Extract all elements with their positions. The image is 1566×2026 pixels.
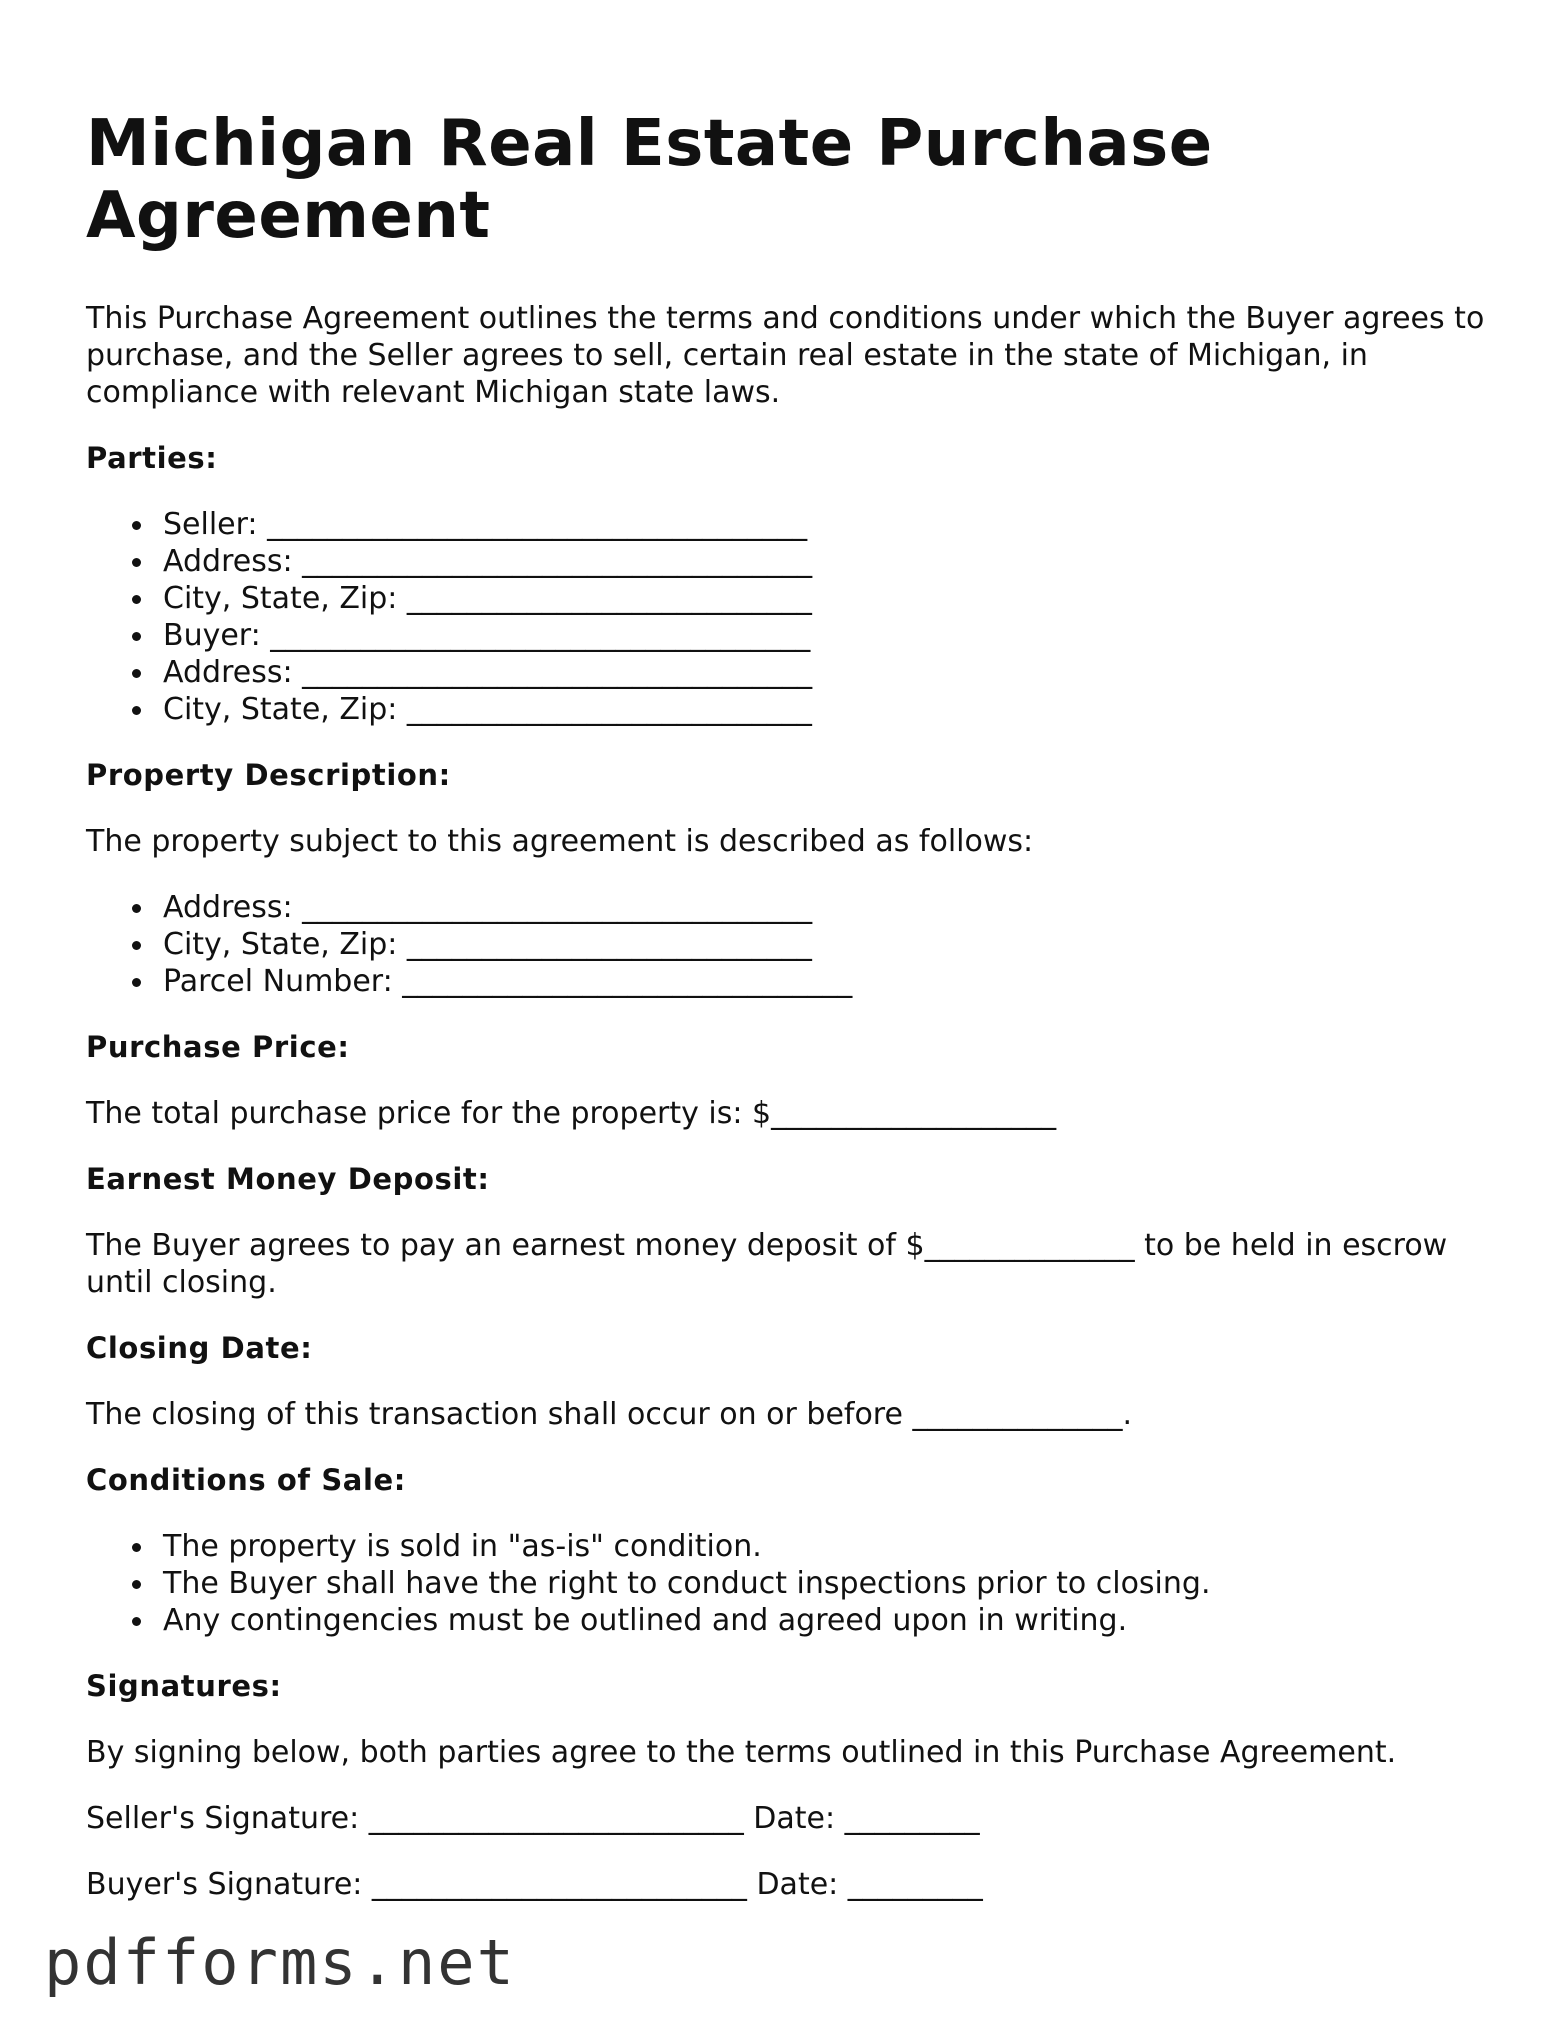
list-item: City, State, Zip: ___________________________ bbox=[163, 926, 1486, 963]
list-item: City, State, Zip: ___________________________ bbox=[163, 580, 1486, 617]
list-item: Parcel Number: ______________________________ bbox=[163, 963, 1486, 1000]
conditions-heading: Conditions of Sale: bbox=[86, 1463, 406, 1497]
signatures-heading: Signatures: bbox=[86, 1669, 282, 1703]
watermark: pdfforms.net bbox=[44, 1926, 516, 1999]
closing-paragraph: The closing of this transaction shall occur on or before ______________. bbox=[86, 1397, 1133, 1432]
price-paragraph: The total purchase price for the property is: $___________________ bbox=[86, 1096, 1057, 1131]
list-item: Address: __________________________________ bbox=[163, 654, 1486, 691]
document-page bbox=[86, 0, 1486, 1903]
list-item: The Buyer shall have the right to conduct inspections prior to closing. bbox=[163, 1565, 1486, 1602]
intro-paragraph: This Purchase Agreement outlines the terms and conditions under which the Buyer agrees to purchase, and the Seller agrees to sell, certain real estate in the state of Michigan, in compliance with relevant Michigan state laws. bbox=[86, 301, 1485, 410]
conditions-list bbox=[86, 1528, 1486, 1639]
list-item: Any contingencies must be outlined and agreed upon in writing. bbox=[163, 1602, 1486, 1639]
list-item: Address: __________________________________ bbox=[163, 543, 1486, 580]
earnest-heading: Earnest Money Deposit: bbox=[86, 1162, 490, 1196]
parties-heading: Parties: bbox=[86, 441, 218, 475]
buyer-signature-line: Buyer's Signature: _________________________ Date: _________ bbox=[86, 1867, 983, 1902]
list-item: Seller: ____________________________________ bbox=[163, 506, 1486, 543]
signatures-paragraph: By signing below, both parties agree to the terms outlined in this Purchase Agreement. bbox=[86, 1735, 1397, 1770]
seller-signature-line: Seller's Signature: _________________________ Date: _________ bbox=[86, 1801, 980, 1836]
earnest-paragraph: The Buyer agrees to pay an earnest money deposit of $______________ to be held in escrow until closing. bbox=[86, 1228, 1448, 1300]
property-list bbox=[86, 889, 1486, 1000]
list-item: Address: __________________________________ bbox=[163, 889, 1486, 926]
price-heading: Purchase Price: bbox=[86, 1030, 350, 1064]
list-item: City, State, Zip: ___________________________ bbox=[163, 691, 1486, 728]
document-title: Michigan Real Estate Purchase Agreement bbox=[86, 107, 1213, 253]
list-item: Buyer: ____________________________________ bbox=[163, 617, 1486, 654]
list-item: The property is sold in "as-is" condition. bbox=[163, 1528, 1486, 1565]
parties-list bbox=[86, 506, 1486, 728]
property-heading: Property Description: bbox=[86, 758, 451, 792]
property-paragraph: The property subject to this agreement is described as follows: bbox=[86, 824, 1034, 859]
closing-heading: Closing Date: bbox=[86, 1331, 313, 1365]
